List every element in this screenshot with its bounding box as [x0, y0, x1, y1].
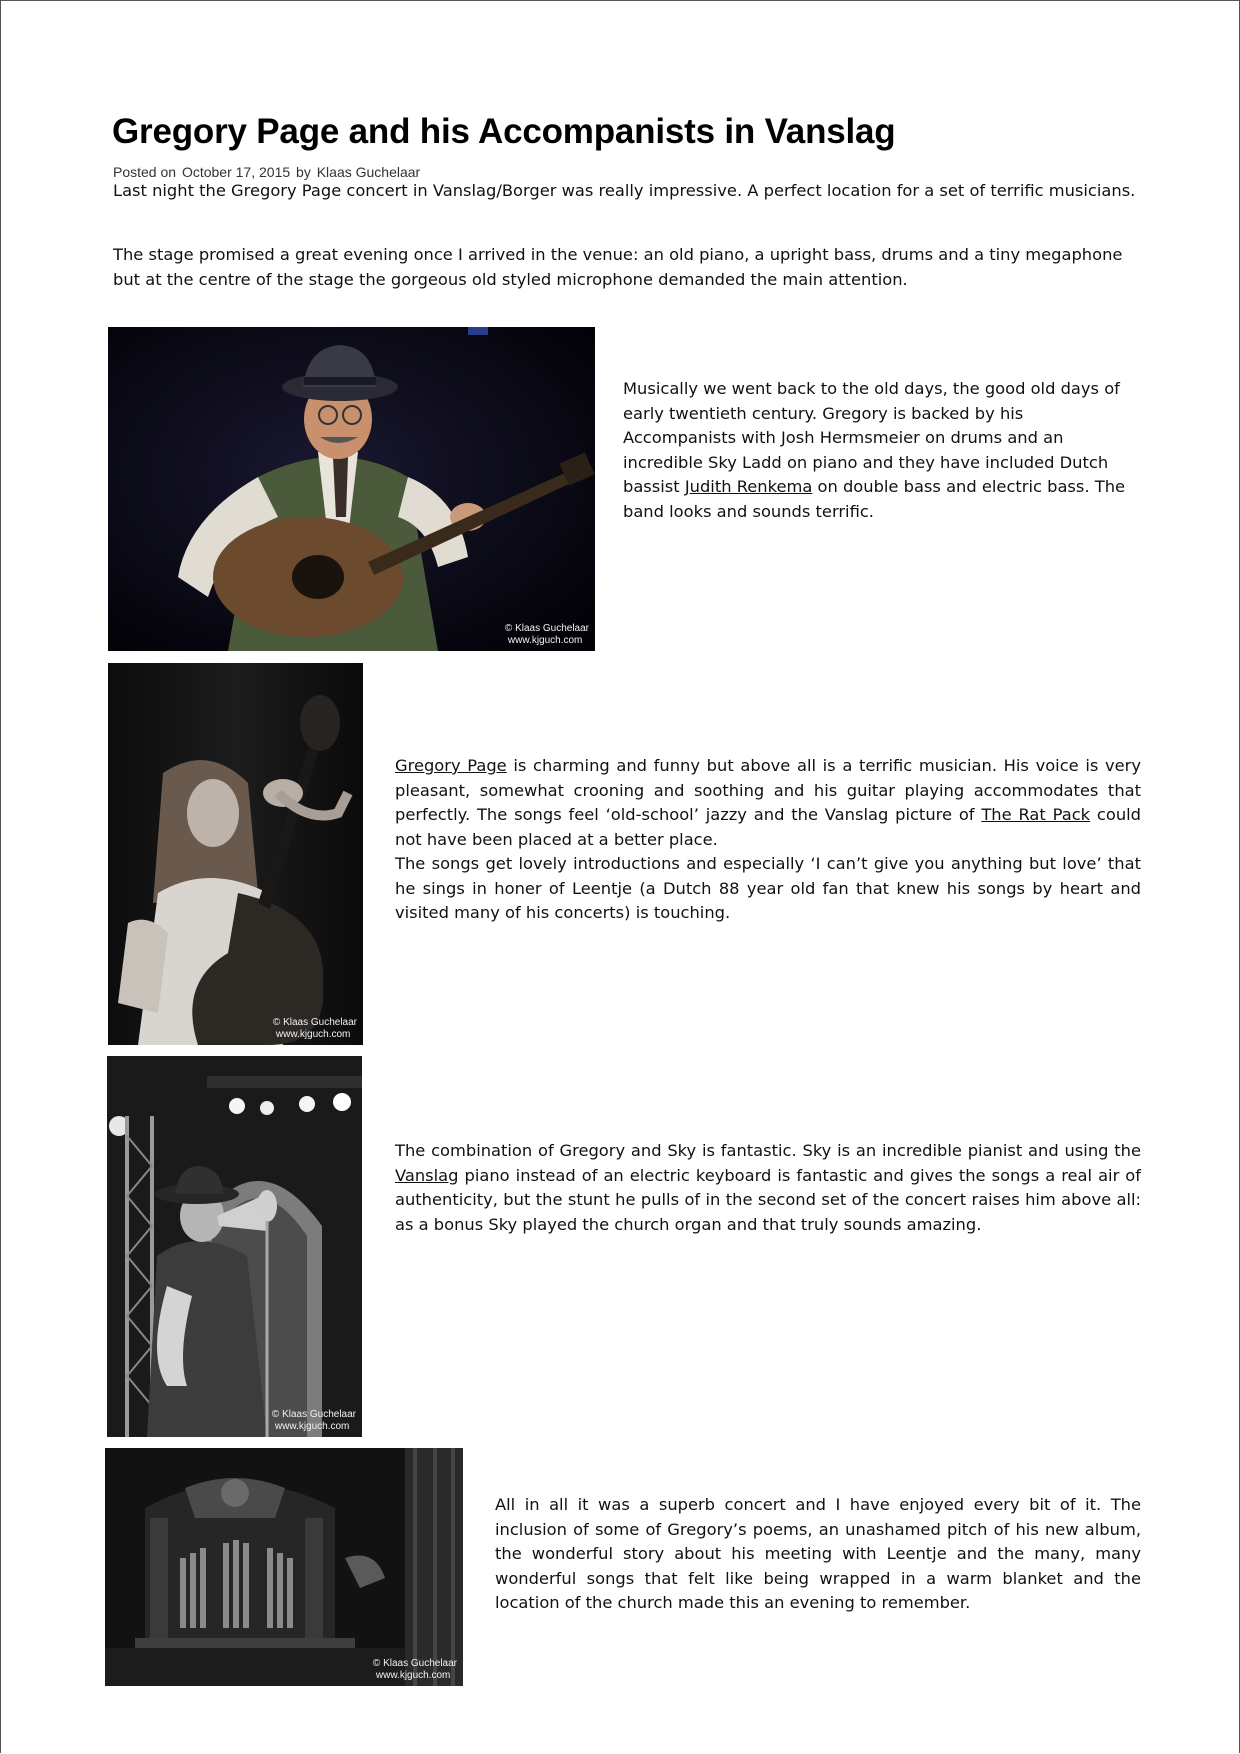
photo-guitarist [108, 327, 595, 651]
link-judith-renkema[interactable]: Judith Renkema [684, 477, 813, 496]
section2-paragraph-1: Gregory Page is charming and funny but above all is a terrific musician. His voice is very pleasant, somewhat crooning and soothing and his guitar playing accommodates that perfectly. The songs feel ‘old-school’ jazzy and the Vanslag picture of The Rat Pack could not have been placed at a better place. [395, 756, 1142, 849]
section2-text [395, 754, 1141, 926]
intro-paragraph-1: Last night the Gregory Page concert in Vanslag/Borger was really impressive. A perfect location for a set of terrific musicians. [113, 181, 1136, 200]
guitarist-image [108, 327, 595, 651]
by-prefix: by [296, 164, 311, 180]
section4-paragraph: All in all it was a superb concert and I have enjoyed every bit of it. The inclusion of some of Gregory’s poems, an unashamed pitch of his new album, the wonderful story about his meeting with Leentje and the many, many wonderful songs that felt like being wrapped in a warm blanket and the location of the church made this an evening to remember. [495, 1495, 1141, 1612]
photo-church-organ [105, 1448, 463, 1686]
article-title: Gregory Page and his Accompanists in Vanslag [112, 112, 896, 151]
section3-paragraph: The combination of Gregory and Sky is fantastic. Sky is an incredible pianist and using the Vanslag piano instead of an electric keyboard is fantastic and gives the songs a real air of authenticity, but the stunt he pulls of in the second set of the concert raises him above all: as a bonus Sky played the church organ and that truly sounds amazing. [395, 1141, 1141, 1234]
posted-prefix: Posted on [113, 164, 177, 180]
post-date[interactable]: October 17, 2015 [181, 164, 291, 180]
bassist-image [108, 663, 363, 1045]
article-byline [113, 164, 422, 180]
photo-credit: © Klaas Guchelaar www.kjguch.com [272, 1017, 357, 1040]
link-gregory-page[interactable]: Gregory Page [395, 756, 507, 775]
photo-credit: © Klaas Guchelaar www.kjguch.com [372, 1658, 457, 1681]
intro-paragraph-2: The stage promised a great evening once I arrived in the venue: an old piano, a upright bass, drums and a tiny megaphone but at the centre of the stage the gorgeous old styled microphone demanded the main attention. [113, 245, 1123, 289]
photo-credit: © Klaas Guchelaar www.kjguch.com [504, 623, 589, 646]
megaphone-singer-image [107, 1056, 362, 1437]
link-vanslag[interactable]: Vanslag [395, 1165, 459, 1185]
photo-megaphone-singer [107, 1056, 362, 1437]
photo-credit: © Klaas Guchelaar www.kjguch.com [271, 1409, 356, 1432]
photo-bassist [108, 663, 363, 1045]
author-name[interactable]: Klaas Guchelaar [316, 164, 421, 180]
section1-paragraph: Musically we went back to the old days, the good old days of early twentieth century. Gregory is backed by his Accompanists with Josh Hermsmeier on drums and an incredible Sky Ladd on piano and they have included Dutch bassist Judith Renkema on double bass and electric bass. The band looks and sounds terrific. [623, 379, 1126, 521]
section2-paragraph-2: The songs get lovely introductions and especially ‘I can’t give you anything but love’ that he sings in honer of Leentje (a Dutch 88 year old fan that knew his songs by heart and visited many of his concerts) is touching. [395, 854, 1141, 922]
link-the-rat-pack[interactable]: The Rat Pack [981, 805, 1091, 824]
church-organ-image [105, 1448, 463, 1686]
